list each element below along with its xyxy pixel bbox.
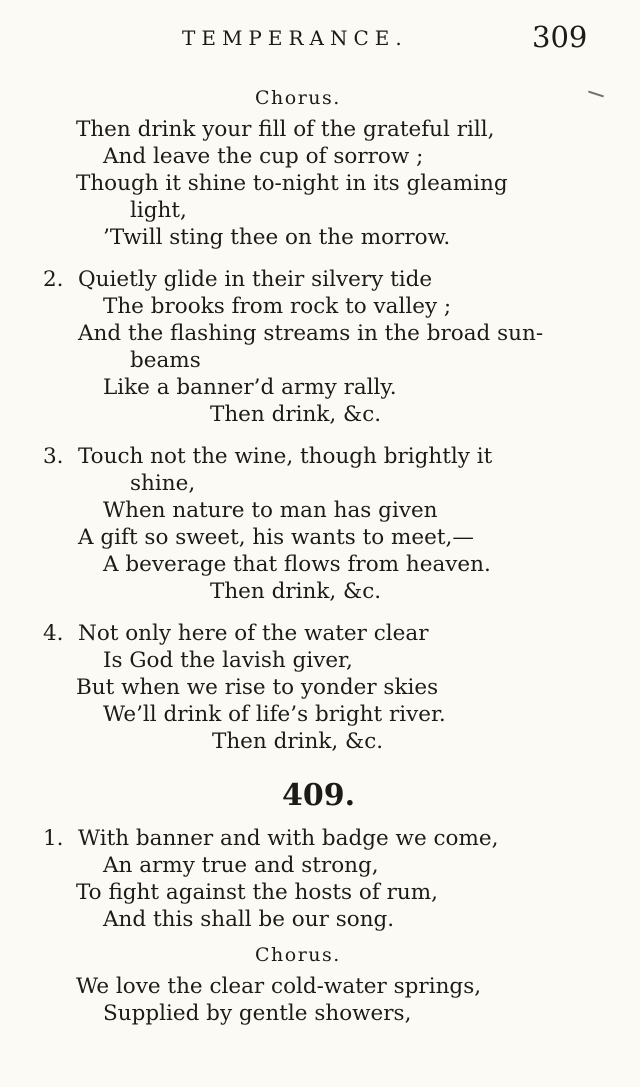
verse-number: 4. (43, 621, 64, 646)
verse-line: beams (130, 348, 201, 373)
verse-line: And this shall be our song. (103, 907, 395, 932)
verse-line: We love the clear cold-water springs, (76, 974, 482, 999)
verse-number: 3. (43, 444, 64, 469)
verse-line: ’Twill sting thee on the morrow. (103, 225, 451, 250)
verse-line: A gift so sweet, his wants to meet,— (78, 525, 474, 550)
chorus-heading: Chorus. (255, 944, 341, 966)
refrain-cue: Then drink, &c. (210, 579, 382, 604)
verse-number: 1. (43, 826, 64, 851)
verse-line: We’ll drink of life’s bright river. (103, 702, 446, 727)
verse-line: And the flashing streams in the broad sun- (78, 321, 544, 346)
verse-line: light, (130, 198, 187, 223)
verse-line: Is God the lavish giver, (103, 648, 353, 673)
verse-line: Though it shine to-night in its gleaming (76, 171, 508, 196)
verse-line: The brooks from rock to valley ; (103, 294, 452, 319)
verse-line: Then drink your fill of the grateful rill, (76, 117, 495, 142)
verse-line: shine, (130, 471, 196, 496)
running-title: TEMPERANCE. (182, 26, 408, 50)
verse-line: Supplied by gentle showers, (103, 1001, 412, 1026)
verse-line: Not only here of the water clear (78, 621, 429, 646)
verse-line: When nature to man has given (103, 498, 438, 523)
refrain-cue: Then drink, &c. (212, 729, 384, 754)
refrain-cue: Then drink, &c. (210, 402, 382, 427)
verse-line: But when we rise to yonder skies (76, 675, 439, 700)
verse-line: An army true and strong, (103, 853, 379, 878)
verse-line: To fight against the hosts of rum, (76, 880, 438, 905)
verse-line: And leave the cup of sorrow ; (103, 144, 424, 169)
ink-mark (588, 91, 604, 98)
verse-line: With banner and with badge we come, (78, 826, 499, 851)
verse-number: 2. (43, 267, 64, 292)
verse-line: Like a banner’d army rally. (103, 375, 397, 400)
chorus-heading: Chorus. (255, 87, 341, 109)
verse-line: Quietly glide in their silvery tide (78, 267, 433, 292)
verse-line: A beverage that flows from heaven. (103, 552, 491, 577)
hymn-number: 409. (282, 778, 356, 813)
verse-line: Touch not the wine, though brightly it (78, 444, 493, 469)
page-number: 309 (532, 20, 588, 54)
